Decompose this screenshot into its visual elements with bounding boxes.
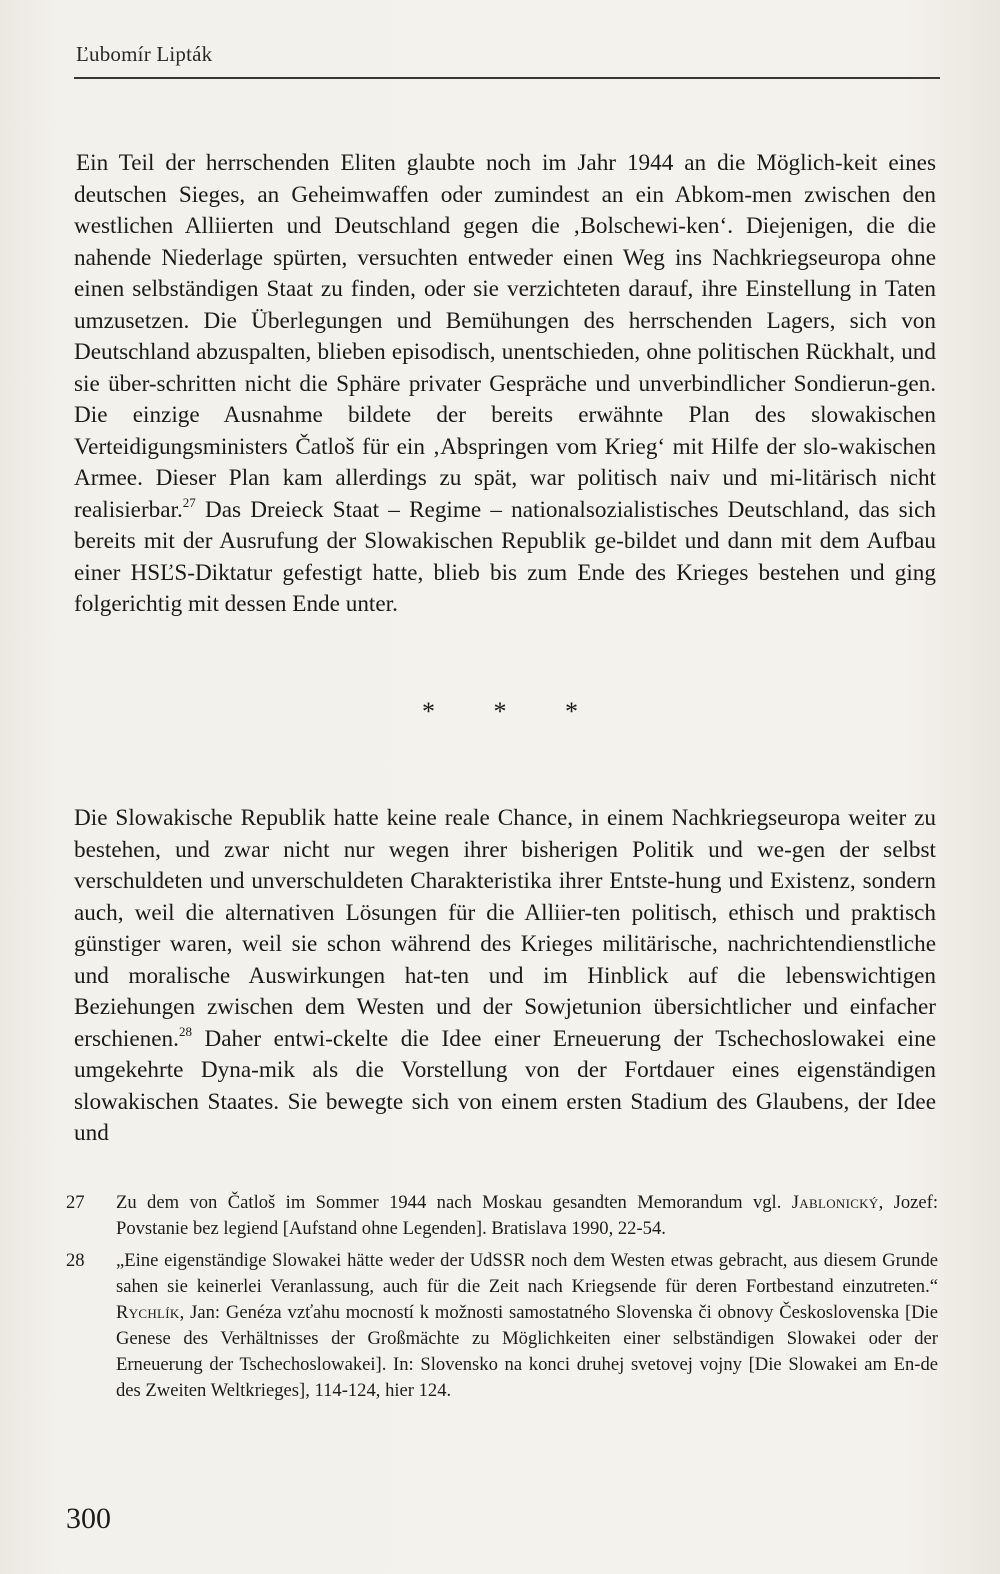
footnote-28: [66, 1248, 938, 1404]
paragraph-1-text-b: Das Dreieck Staat – Regime – nationalsozialistisches Deutschland, das sich bereits mit der Ausrufung der Slowakischen Republik ge-bildet und dann mit dem Aufbau einer HSĽS-Diktatur gefestigt hatte, blieb bis zum Ende des Krieges bestehen und ging folgerichtig mit dessen Ende unter.: [74, 496, 936, 617]
footnote-27: [66, 1190, 938, 1242]
footnote-author: Rychlík: [116, 1302, 180, 1323]
footnote-text-pre: „Eine eigenständige Slowakei hätte weder der UdSSR noch dem Westen etwas gebracht, aus diesem Grunde sahen sie keinerlei Veranlassung, auch für die Zeit nach Kriegsende für deren Fortbestand einzutreten.“: [116, 1250, 938, 1297]
paragraph-2-text-a: Die Slowakische Republik hatte keine reale Chance, in einem Nachkriegseuropa weiter zu bestehen, und zwar nicht nur wegen ihrer bisherigen Politik und we-gen der selbst verschuldeten und unverschuldeten Charakteristika ihrer Entste-hung und Existenz, sondern auch, weil die alternativen Lösungen für die Alliier-ten politisch, ethisch und praktisch günstiger waren, weil sie schon während des Krieges militärische, nachrichtendienstliche und moralische Auswirkungen hat-ten und im Hinblick auf die lebenswichtigen Beziehungen zwischen dem Westen und der Sowjetunion übersichtlicher und einfacher erschienen.: [74, 805, 936, 1052]
section-separator: * * *: [422, 697, 604, 726]
header-rule: [74, 77, 940, 79]
footnote-text: [116, 1248, 938, 1404]
footnote-author: Jablonický: [791, 1192, 879, 1213]
footnote-text-post: , Jozef: Povstanie bez legiend [Aufstand ohne Legenden]. Bratislava 1990, 22-54.: [116, 1192, 939, 1239]
footnote-ref-28[interactable]: 28: [178, 1023, 192, 1039]
footnote-number: 27: [66, 1192, 85, 1213]
footnote-text-post: , Jan: Genéza vzťahu mocností k možnosti samostatného Slovenska či obnovy Československa [Die Genese des Verhältnisses der Großmächte zu Möglichkeiten einer selbständigen Slowakei oder der Erneuerung der Tschechoslowakei]. In: Slovensko na konci druhej svetovej vojny [Die Slowakei am En-de des Zweiten Weltkrieges], 114-124, hier 124.: [116, 1302, 938, 1401]
footnote-number: 28: [66, 1250, 85, 1271]
running-header-author: Ľubomír Lipták: [76, 42, 213, 66]
page-number: 300: [66, 1502, 111, 1535]
paragraph-2-text-b: Daher entwi-ckelte die Idee einer Erneuerung der Tschechoslowakei eine umgekehrte Dyna-mik als die Vorstellung von der Fortdauer eines eigenständigen slowakischen Staates. Sie bewegte sich von einem ersten Stadium des Glaubens, der Idee und: [74, 1025, 936, 1146]
footnote-text-pre: Zu dem von Čatloš im Sommer 1944 nach Moskau gesandten Memorandum vgl.: [116, 1192, 792, 1213]
footnote-ref-27[interactable]: 27: [182, 494, 196, 510]
footnote-text: [116, 1190, 938, 1242]
paragraph-1-text-a: Ein Teil der herrschenden Eliten glaubte noch im Jahr 1944 an die Möglich-keit eines deutschen Sieges, an Geheimwaffen oder zumindest an ein Abkom-men zwischen den westlichen Alliierten und Deutschland gegen die ‚Bolschewi-ken‘. Diejenigen, die die nahende Niederlage spürten, versuchten entweder einen Weg ins Nachkriegseuropa ohne einen selbständigen Staat zu finden, oder sie verzichteten darauf, ihre Einstellung in Taten umzusetzen. Die Überlegungen und Bemühungen des herrschenden Lagers, sich von Deutschland abzuspalten, blieben episodisch, unentschieden, ohne politischen Rückhalt, und sie über-schritten nicht die Sphäre privater Gespräche und unverbindlicher Sondierun-gen. Die einzige Ausnahme bildete der bereits erwähnte Plan des slowakischen Verteidigungsministers Čatloš für ein ‚Abspringen vom Krieg‘ mit Hilfe der slo-wakischen Armee. Dieser Plan kam allerdings zu spät, war politisch naiv und mi-litärisch nicht realisierbar.: [74, 150, 936, 523]
body-paragraph-2: [74, 803, 936, 1150]
body-paragraph-1: [74, 148, 936, 621]
footnotes-section: [66, 1190, 938, 1410]
